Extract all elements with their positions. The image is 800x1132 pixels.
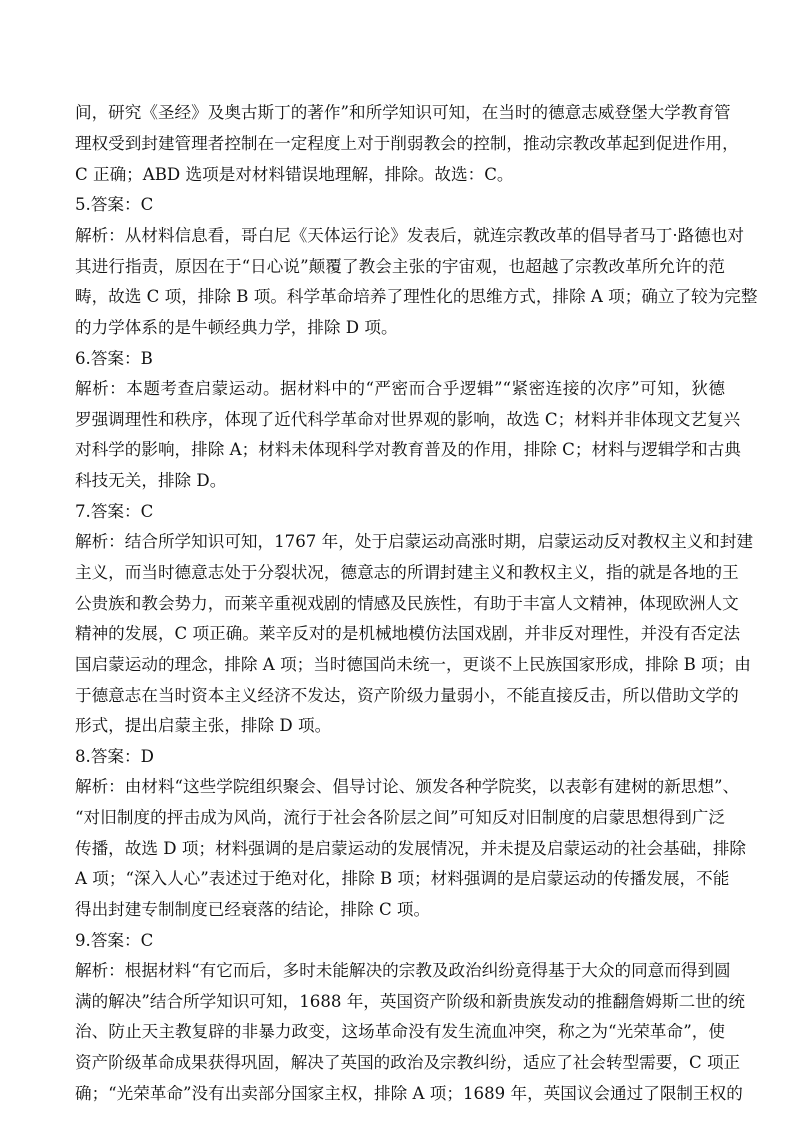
text-line: 科技无关，排除 D。	[75, 471, 227, 490]
text-line: 间，研究《圣经》及奥古斯丁的著作”和所学知识可知，在当时的德意志威登堡大学教育管	[75, 103, 731, 122]
text-line: 治、防止天主教复辟的非暴力政变，这场革命没有发生流血冲突，称之为“光荣革命”，使	[75, 1022, 725, 1041]
text-line: 解析：由材料“这些学院组织聚会、倡导讨论、颁发各种学院奖，以表彰有建树的新思想”、	[75, 777, 740, 796]
text-line: 对科学的影响，排除 A；材料未体现科学对教育普及的作用，排除 C；材料与逻辑学和古典	[75, 440, 741, 459]
text-line: 形式，提出启蒙主张，排除 D 项。	[75, 716, 332, 735]
text-line: C 正确；ABD 选项是对材料错误地理解，排除。故选：C。	[75, 165, 514, 184]
text-line: 资产阶级革命成果获得巩固，解决了英国的政治及宗教纠纷，适应了社会转型需要，C 项正	[75, 1053, 741, 1072]
text-line: 解析：根据材料“有它而后，多时未能解决的宗教及政治纠纷竟得基于大众的同意而得到圆	[75, 961, 731, 980]
text-line: A 项；“深入人心”表述过于绝对化，排除 B 项；材料强调的是启蒙运动的传播发展，不能	[75, 869, 730, 888]
text-line: 畴，故选 C 项，排除 B 项。科学革命培养了理性化的思维方式，排除 A 项；确立了较为完整	[75, 287, 758, 306]
text-line: 传播，故选 D 项；材料强调的是启蒙运动的发展情况，并未提及启蒙运动的社会基础，排除	[75, 839, 747, 858]
text-line: 于德意志在当时资本主义经济不发达，资产阶级力量弱小，不能直接反击，所以借助文学的	[75, 686, 739, 705]
text-line: 满的解决”结合所学知识可知，1688 年，英国资产阶级和新贵族发动的推翻詹姆斯二世的统	[75, 992, 745, 1011]
text-line: 解析：本题考查启蒙运动。据材料中的“严密而合乎逻辑”“紧密连接的次序”可知，狄德	[75, 379, 725, 398]
answer-heading: 6.答案：B	[75, 349, 153, 368]
text-line: 理权受到封建管理者控制在一定程度上对于削弱教会的控制，推动宗教改革起到促进作用，	[75, 134, 739, 153]
text-line: 确；“光荣革命”没有出卖部分国家主权，排除 A 项；1689 年，英国议会通过了限制王权的	[75, 1084, 743, 1103]
answer-heading: 8.答案：D	[75, 747, 154, 766]
text-line: 精神的发展，C 项正确。莱辛反对的是机械地模仿法国戏剧，并非反对理性，并没有否定法	[75, 624, 741, 643]
answer-heading: 9.答案：C	[75, 931, 154, 950]
text-line: “对旧制度的抨击成为风尚，流行于社会各阶层之间”可知反对旧制度的启蒙思想得到广泛	[75, 808, 725, 827]
answer-heading: 7.答案：C	[75, 502, 154, 521]
text-line: 其进行指责，原因在于“日心说”颠覆了教会主张的宇宙观，也超越了宗教改革所允许的范	[75, 257, 725, 276]
answer-heading: 5.答案：C	[75, 195, 154, 214]
text-line: 得出封建专制制度已经衰落的结论，排除 C 项。	[75, 900, 431, 919]
text-line: 主义，而当时德意志处于分裂状况，德意志的所谓封建主义和教权主义，指的就是各地的王	[75, 563, 739, 582]
text-line: 解析：结合所学知识可知，1767 年，处于启蒙运动高涨时期，启蒙运动反对教权主义和封建	[75, 532, 754, 551]
text-line: 公贵族和教会势力，而莱辛重视戏剧的情感及民族性，有助于丰富人文精神，体现欧洲人文	[75, 594, 739, 613]
text-line: 国启蒙运动的理念，排除 A 项；当时德国尚未统一，更谈不上民族国家形成，排除 B 项；由	[75, 655, 751, 674]
text-line: 罗强调理性和秩序，体现了近代科学革命对世界观的影响，故选 C；材料并非体现文艺复兴	[75, 410, 741, 429]
text-line: 的力学体系的是牛顿经典力学，排除 D 项。	[75, 318, 398, 337]
text-line: 解析：从材料信息看，哥白尼《天体运行论》发表后，就连宗教改革的倡导者马丁·路德也对	[75, 226, 745, 245]
